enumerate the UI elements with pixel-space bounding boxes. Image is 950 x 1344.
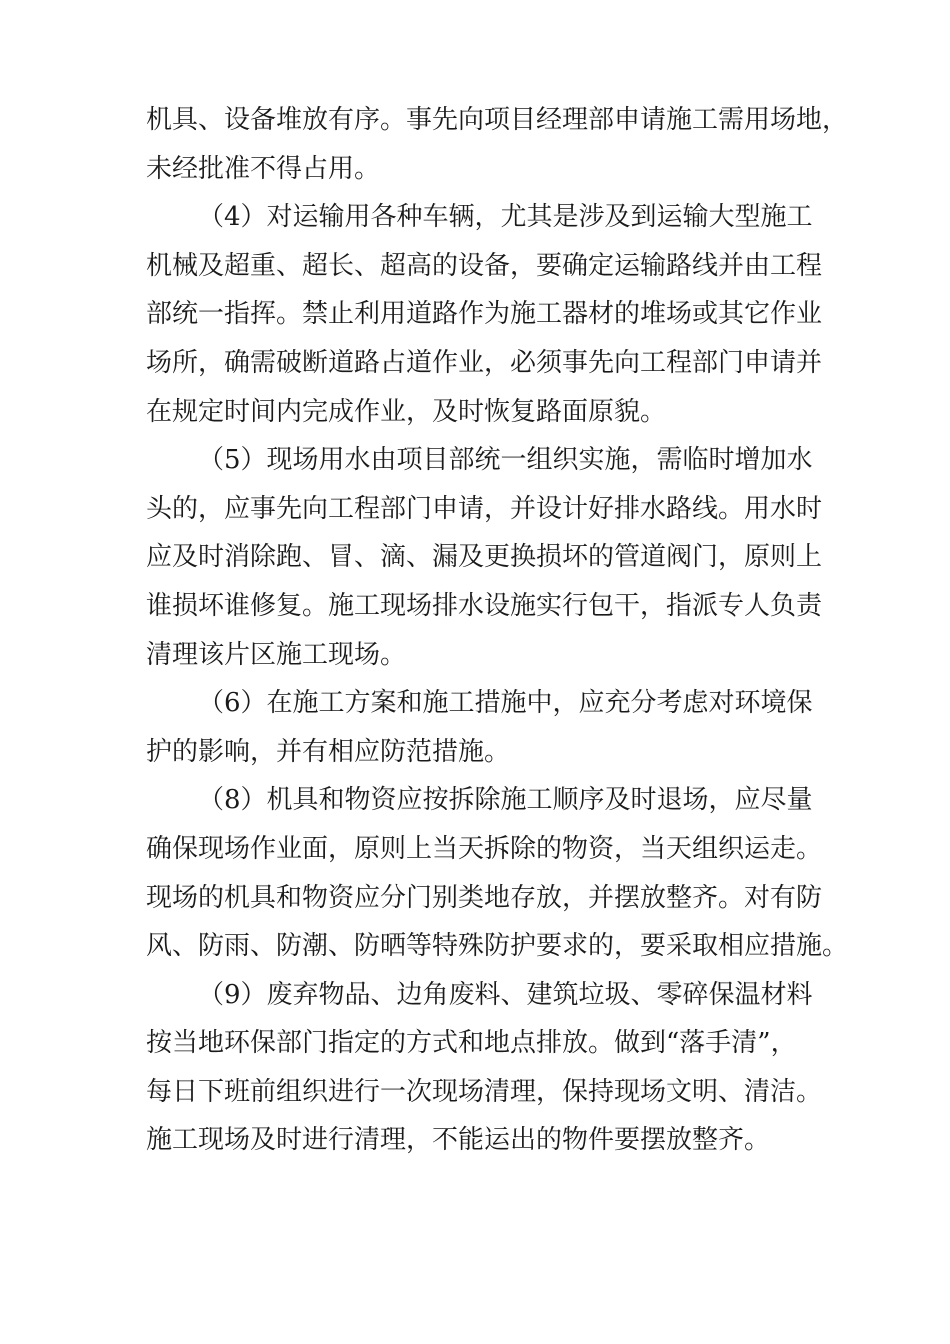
- text-line: （6）在施工方案和施工措施中，应充分考虑对环境保: [198, 688, 813, 719]
- paragraph-item-5: [146, 436, 823, 679]
- text-line: 头的，应事先向工程部门申请，并设计好排水路线。用水时: [146, 493, 823, 524]
- text-line: （4）对运输用各种车辆，尤其是涉及到运输大型施工: [198, 202, 813, 233]
- text-line: 风、防雨、防潮、防晒等特殊防护要求的，要采取相应措施。: [146, 931, 849, 962]
- text-line: 部统一指挥。禁止利用道路作为施工器材的堆场或其它作业: [146, 299, 823, 330]
- text-line: 施工现场及时进行清理，不能运出的物件要摆放整齐。: [146, 1125, 771, 1156]
- text-line: 应及时消除跑、冒、滴、漏及更换损坏的管道阀门，原则上: [146, 542, 823, 573]
- text-line: 场所，确需破断道路占道作业，必须事先向工程部门申请并: [146, 347, 823, 378]
- text-line: 机械及超重、超长、超高的设备，要确定运输路线并由工程: [146, 250, 823, 281]
- paragraph-item-4: [146, 193, 823, 436]
- paragraph-item-9: [146, 971, 823, 1165]
- text-line: 确保现场作业面，原则上当天拆除的物资，当天组织运走。: [146, 833, 823, 864]
- text-line: （8）机具和物资应按拆除施工顺序及时退场，应尽量: [198, 785, 813, 816]
- paragraph-continued: [146, 96, 849, 193]
- text-line: 每日下班前组织进行一次现场清理，保持现场文明、清洁。: [146, 1076, 823, 1107]
- text-line: （9）废弃物品、边角废料、建筑垃圾、零碎保温材料: [198, 979, 813, 1010]
- text-line: （5）现场用水由项目部统一组织实施，需临时增加水: [198, 445, 813, 476]
- text-line: 护的影响，并有相应防范措施。: [146, 736, 511, 767]
- paragraph-item-8: [146, 776, 849, 970]
- text-line: 清理该片区施工现场。: [146, 639, 407, 670]
- text-line: 现场的机具和物资应分门别类地存放，并摆放整齐。对有防: [146, 882, 823, 913]
- text-line: 未经批准不得占用。: [146, 153, 381, 184]
- text-line: 谁损坏谁修复。施工现场排水设施实行包干，指派专人负责: [146, 590, 823, 621]
- text-line: 机具、设备堆放有序。事先向项目经理部申请施工需用场地，: [146, 105, 849, 135]
- text-line: 在规定时间内完成作业，及时恢复路面原貌。: [146, 396, 667, 427]
- document-body: [146, 96, 849, 1165]
- paragraph-item-6: [146, 679, 813, 776]
- text-line: 按当地环保部门指定的方式和地点排放。做到“落手清”，: [146, 1028, 797, 1059]
